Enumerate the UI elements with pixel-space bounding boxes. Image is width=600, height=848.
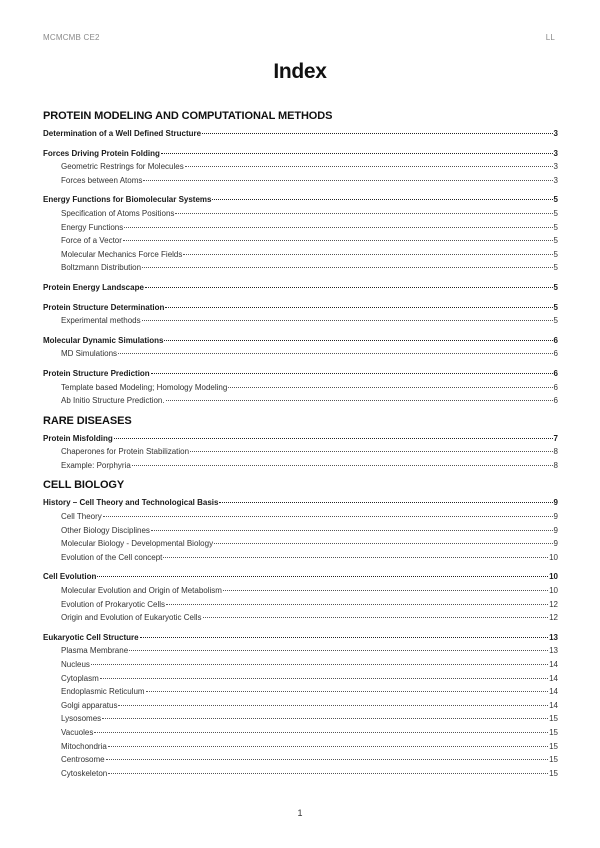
entry-title: Molecular Dynamic Simulations — [43, 335, 164, 345]
entry-title: Evolution of the Cell concept — [61, 552, 163, 562]
entry-title: Molecular Biology - Developmental Biology — [61, 539, 214, 549]
toc-subentry[interactable] — [43, 445, 558, 459]
toc-subentry[interactable] — [43, 381, 558, 395]
toc-subentry[interactable] — [43, 261, 558, 275]
chapter-group — [43, 496, 558, 564]
entry-page-number: 3 — [553, 148, 558, 158]
dot-leader — [161, 153, 553, 154]
chapter-group — [43, 127, 558, 141]
toc-chapter-entry[interactable] — [43, 432, 558, 446]
dot-leader — [166, 400, 553, 401]
dot-leader — [212, 199, 552, 200]
entry-title: Template based Modeling; Homology Modeling — [61, 382, 228, 392]
toc-subentry[interactable] — [43, 598, 558, 612]
entry-title: Energy Functions — [61, 222, 124, 232]
toc-chapter-entry[interactable] — [43, 496, 558, 510]
dot-leader — [228, 387, 552, 388]
entry-title: Geometric Restrings for Molecules — [61, 162, 184, 172]
dot-leader — [151, 373, 553, 374]
chapter-group — [43, 334, 558, 361]
entry-page-number: 5 — [553, 249, 558, 259]
entry-page-number: 10 — [549, 552, 558, 562]
toc-subentry[interactable] — [43, 726, 558, 740]
dot-leader — [214, 543, 552, 544]
toc-chapter-entry[interactable] — [43, 367, 558, 381]
entry-page-number: 6 — [553, 396, 558, 406]
toc-part — [43, 479, 558, 780]
entry-title: Mitochondria — [61, 741, 107, 751]
chapter-group — [43, 147, 558, 188]
entry-page-number: 5 — [553, 222, 558, 232]
entry-page-number: 8 — [553, 447, 558, 457]
entry-title: Evolution of Prokaryotic Cells — [61, 599, 166, 609]
toc-chapter-entry[interactable] — [43, 193, 558, 207]
toc-subentry[interactable] — [43, 712, 558, 726]
entry-title: Origin and Evolution of Eukaryotic Cells — [61, 613, 202, 623]
dot-leader — [190, 451, 552, 452]
dot-leader — [142, 267, 553, 268]
toc-subentry[interactable] — [43, 524, 558, 538]
entry-title: History – Cell Theory and Technological Basis — [43, 498, 219, 508]
toc-subentry[interactable] — [43, 753, 558, 767]
dot-leader — [151, 530, 553, 531]
entry-title: Cell Evolution — [43, 572, 97, 582]
entry-page-number: 15 — [549, 755, 558, 765]
entry-title: Forces Driving Protein Folding — [43, 148, 160, 158]
chapter-group — [43, 367, 558, 408]
entry-page-number: 9 — [553, 498, 558, 508]
entry-title: Golgi apparatus — [61, 700, 118, 710]
entry-page-number: 15 — [549, 741, 558, 751]
entry-title: Example: Porphyria — [61, 460, 131, 470]
toc-subentry[interactable] — [43, 207, 558, 221]
entry-page-number: 6 — [553, 335, 558, 345]
dot-leader — [108, 773, 548, 774]
dot-leader — [91, 664, 548, 665]
entry-page-number: 14 — [549, 687, 558, 697]
dot-leader — [203, 617, 549, 618]
dot-leader — [142, 320, 553, 321]
entry-page-number: 6 — [553, 382, 558, 392]
entry-page-number: 6 — [553, 368, 558, 378]
entry-page-number: 10 — [549, 572, 558, 582]
toc-chapter-entry[interactable] — [43, 127, 558, 141]
dot-leader — [102, 718, 548, 719]
entry-page-number: 12 — [549, 613, 558, 623]
dot-leader — [164, 340, 552, 341]
part-heading: RARE DISEASES — [43, 414, 132, 427]
toc-subentry[interactable] — [43, 699, 558, 713]
toc-subentry[interactable] — [43, 314, 558, 328]
chapter-group — [43, 281, 558, 295]
entry-title: Centrosome — [61, 755, 105, 765]
entry-title: Boltzmann Distribution — [61, 263, 142, 273]
toc-subentry[interactable] — [43, 347, 558, 361]
entry-page-number: 5 — [553, 208, 558, 218]
dot-leader — [106, 759, 549, 760]
entry-title: Plasma Membrane — [61, 646, 129, 656]
entry-title: Cytoplasm — [61, 673, 99, 683]
part-heading: CELL BIOLOGY — [43, 479, 125, 492]
running-header-right: LL — [545, 33, 555, 42]
chapter-group — [43, 570, 558, 624]
entry-title: Other Biology Disciplines — [61, 525, 150, 535]
page-title: Index — [273, 60, 327, 83]
toc-subentry[interactable] — [43, 537, 558, 551]
entry-title: Protein Energy Landscape — [43, 282, 144, 292]
entry-page-number: 14 — [549, 700, 558, 710]
entry-title: Chaperones for Protein Stabilization — [61, 447, 190, 457]
table-of-contents — [43, 110, 558, 787]
dot-leader — [219, 502, 552, 503]
toc-chapter-entry[interactable] — [43, 334, 558, 348]
dot-leader — [143, 180, 552, 181]
entry-page-number: 5 — [553, 195, 558, 205]
entry-title: Experimental methods — [61, 316, 141, 326]
entry-page-number: 9 — [553, 525, 558, 535]
toc-subentry[interactable] — [43, 510, 558, 524]
entry-page-number: 13 — [549, 646, 558, 656]
part-heading: PROTEIN MODELING AND COMPUTATIONAL METHODS — [43, 110, 333, 122]
dot-leader — [94, 732, 548, 733]
dot-leader — [165, 307, 552, 308]
dot-leader — [132, 465, 553, 466]
entry-page-number: 5 — [553, 302, 558, 312]
entry-title: Lysosomes — [61, 714, 102, 724]
dot-leader — [114, 438, 553, 439]
dot-leader — [129, 650, 548, 651]
chapter-group — [43, 631, 558, 781]
entry-title: Molecular Evolution and Origin of Metabolism — [61, 586, 222, 596]
dot-leader — [123, 240, 553, 241]
toc-subentry[interactable] — [43, 740, 558, 754]
entry-page-number: 9 — [553, 512, 558, 522]
entry-page-number: 5 — [553, 316, 558, 326]
entry-title: Eukaryotic Cell Structure — [43, 632, 139, 642]
dot-leader — [124, 227, 552, 228]
dot-leader — [140, 637, 549, 638]
dot-leader — [103, 516, 553, 517]
entry-title: Nucleus — [61, 660, 90, 669]
entry-page-number: 3 — [553, 162, 558, 172]
toc-subentry[interactable] — [43, 248, 558, 262]
toc-subentry[interactable] — [43, 174, 558, 188]
toc-chapter-entry[interactable] — [43, 281, 558, 295]
entry-page-number: 5 — [553, 282, 558, 292]
entry-title: Protein Structure Determination — [43, 302, 165, 312]
toc-subentry[interactable] — [43, 459, 558, 473]
entry-title: Determination of a Well Defined Structure — [43, 129, 202, 138]
dot-leader — [118, 705, 548, 706]
entry-page-number: 12 — [549, 599, 558, 609]
entry-title: Ab Initio Structure Prediction. — [61, 396, 165, 406]
entry-title: MD Simulations — [61, 349, 118, 359]
dot-leader — [118, 353, 553, 354]
toc-subentry[interactable] — [43, 658, 558, 672]
toc-chapter-entry[interactable] — [43, 631, 558, 645]
entry-title: Cell Theory — [61, 512, 102, 522]
entry-page-number: 3 — [553, 175, 558, 185]
dot-leader — [100, 678, 548, 679]
dot-leader — [175, 213, 552, 214]
toc-part — [43, 415, 558, 473]
dot-leader — [166, 604, 548, 605]
entry-page-number: 8 — [553, 460, 558, 470]
entry-page-number: 9 — [553, 539, 558, 549]
entry-title: Protein Structure Prediction — [43, 368, 150, 378]
page-number: 1 — [297, 808, 303, 818]
toc-subentry[interactable] — [43, 644, 558, 658]
toc-subentry[interactable] — [43, 221, 558, 235]
entry-page-number: 5 — [553, 263, 558, 273]
toc-subentry[interactable] — [43, 672, 558, 686]
dot-leader — [202, 133, 552, 134]
toc-chapter-entry[interactable] — [43, 301, 558, 315]
dot-leader — [108, 746, 548, 747]
toc-part — [43, 110, 558, 408]
chapter-group — [43, 301, 558, 328]
entry-page-number: 14 — [549, 660, 558, 669]
chapter-group — [43, 432, 558, 473]
entry-page-number: 6 — [553, 349, 558, 359]
dot-leader — [146, 691, 549, 692]
entry-page-number: 14 — [549, 673, 558, 683]
dot-leader — [163, 557, 548, 558]
running-header-left: MCMCMB CE2 — [43, 33, 100, 42]
entry-title: Specification of Atoms Positions — [61, 208, 175, 218]
toc-chapter-entry[interactable] — [43, 147, 558, 161]
entry-page-number: 15 — [549, 727, 558, 737]
entry-title: Endoplasmic Reticulum — [61, 687, 145, 697]
entry-page-number: 3 — [553, 129, 558, 138]
entry-page-number: 15 — [549, 714, 558, 724]
dot-leader — [97, 576, 548, 577]
entry-title: Forces between Atoms — [61, 175, 143, 185]
dot-leader — [145, 287, 553, 288]
toc-subentry[interactable] — [43, 685, 558, 699]
toc-subentry[interactable] — [43, 551, 558, 565]
toc-subentry[interactable] — [43, 394, 558, 408]
toc-subentry[interactable] — [43, 234, 558, 248]
entry-title: Vacuoles — [61, 727, 94, 737]
toc-subentry[interactable] — [43, 160, 558, 174]
chapter-group — [43, 193, 558, 275]
toc-subentry[interactable] — [43, 611, 558, 625]
entry-title: Molecular Mechanics Force Fields — [61, 249, 183, 259]
entry-title: Force of a Vector — [61, 236, 122, 246]
entry-title: Protein Misfolding — [43, 433, 113, 443]
dot-leader — [183, 254, 552, 255]
entry-title: Energy Functions for Biomolecular Systems — [43, 195, 212, 205]
dot-leader — [223, 590, 548, 591]
entry-page-number: 15 — [549, 768, 558, 778]
dot-leader — [185, 166, 553, 167]
toc-chapter-entry[interactable] — [43, 570, 558, 584]
entry-page-number: 10 — [549, 586, 558, 596]
toc-subentry[interactable] — [43, 584, 558, 598]
entry-page-number: 7 — [553, 433, 558, 443]
toc-subentry[interactable] — [43, 767, 558, 781]
entry-title: Cytoskeleton — [61, 768, 108, 778]
entry-page-number: 5 — [553, 236, 558, 246]
entry-page-number: 13 — [549, 632, 558, 642]
